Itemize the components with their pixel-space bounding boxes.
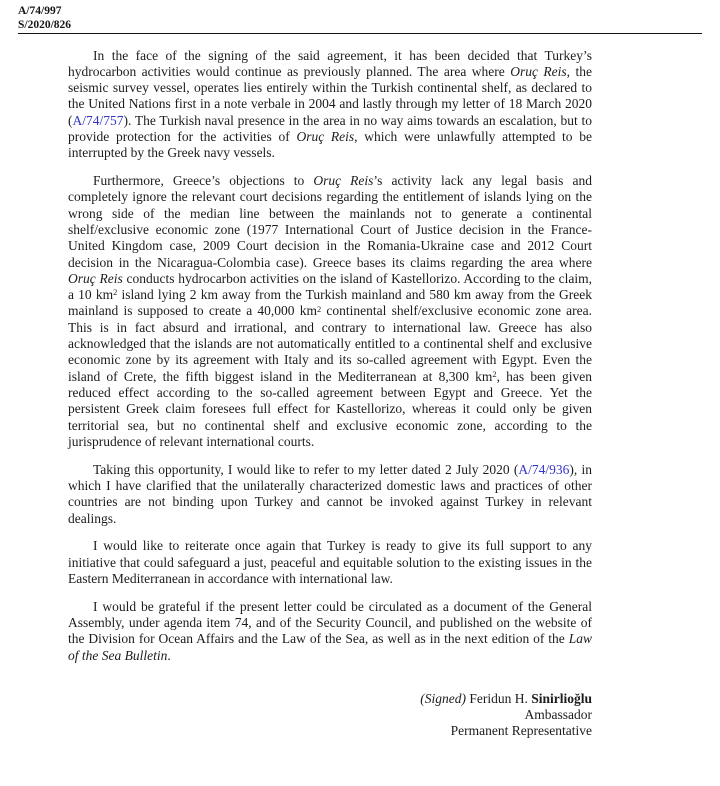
document-symbol-link[interactable]: A/74/936 xyxy=(518,461,570,477)
text-run: I would like to reiterate once again that Turkey is ready to give its full support to any initiative that could safeguard a just, peaceful and equitable solution to the existing issues in the Eastern Mediterranean in accordance with international law. xyxy=(68,538,592,586)
text-run: I would be grateful if the present letter could be circulated as a document of the General Assembly, under agenda item 74, and of the Security Council, and published on the website of the Division for Ocean Affairs and the Law of the Sea, as well as in the next edition of the xyxy=(68,598,592,647)
signature-title-permanent-representative: Permanent Representative xyxy=(450,723,592,739)
text-run: , which were unlawfully attempted to be interrupted by the Greek navy vessels. xyxy=(68,128,592,161)
text-run: In the face of the signing of the said agreement, it has been decided that Turkey’s hydrocarbon activities would continue as previously planned. The area where xyxy=(68,47,592,79)
text-run: island lying 2 km away from the Turkish mainland and 580 km away from the Greek mainland is supposed to create a 40,000 km xyxy=(68,287,592,319)
superscript-text: 2 xyxy=(317,304,322,314)
text-run: ). The Turkish naval presence in the area in no way aims towards an escalation, but to provide protection for the activities of xyxy=(68,112,592,144)
letter-paragraphs xyxy=(68,48,592,664)
signature-block xyxy=(68,691,592,740)
body-paragraph xyxy=(68,599,592,664)
signature-title-ambassador: Ambassador xyxy=(524,707,592,723)
superscript-text: 2 xyxy=(492,369,497,379)
general-assembly-symbol: A/74/997 xyxy=(18,5,62,17)
letter-body xyxy=(68,36,592,740)
text-run: , the seismic survey vessel, operates lies entirely within the Turkish continental shelf, as declared to the United Nations first in a note verbale in 2004 and lastly through my letter of 18 March 2020 ( xyxy=(68,63,592,128)
text-run: continental shelf/exclusive economic zone area. This is in fact absurd and irrational, and contrary to international law. Greece has also acknowledged that the islands are not automatically entitled to a continental shelf and exclusive economic zone by its agreement with Italy and its so-called agreement with Egypt. Even the island of Crete, the fifth biggest island in the Mediterranean at 8,300 km xyxy=(68,303,592,384)
security-council-symbol: S/2020/826 xyxy=(18,18,72,31)
body-paragraph xyxy=(68,48,592,162)
body-paragraph xyxy=(68,462,592,527)
text-run: Furthermore, Greece’s objections to xyxy=(93,173,314,189)
text-run: Taking this opportunity, I would like to refer to my letter dated 2 July 2020 ( xyxy=(93,461,519,477)
text-run: Feridun H. xyxy=(465,690,532,706)
italic-text: (Signed) xyxy=(420,690,466,706)
text-run: conducts hydrocarbon activities on the island of Kastellorizo. According to the claim, a 10 km xyxy=(68,270,592,303)
signature-name-line xyxy=(68,691,592,707)
superscript-text: 2 xyxy=(113,288,118,298)
document-symbols xyxy=(18,5,71,32)
body-paragraph xyxy=(68,538,592,587)
bold-text: Sinirlioğlu xyxy=(531,690,592,706)
italic-text: Oruç Reis xyxy=(510,63,567,79)
italic-text: Oruç Reis xyxy=(68,270,123,286)
document-symbol-link[interactable]: A/74/757 xyxy=(72,112,124,128)
text-run: ), in which I have clarified that the unilaterally characterized domestic laws and practices of other countries are not binding upon Turkey and cannot be invoked against Turkey in relevant dealings. xyxy=(68,461,592,526)
italic-text: Law of the Sea Bulletin xyxy=(68,631,592,663)
header-rule xyxy=(18,33,702,34)
italic-text: Oruç Reis xyxy=(296,128,355,144)
text-run: , has been given reduced effect according to the so-called agreement between Egypt and Greece. Yet the persistent Greek claim foresees full effect for Kastellorizo, whereas it could only be given territorial sea, but no continental shelf and exclusive economic zone, according to the jurisprudence of relevant international courts. xyxy=(68,368,592,449)
text-run: ’s activity lack any legal basis and completely ignore the relevant court decisions regarding the entitlement of islands lying on the wrong side of the median line between the mainlands not to generate a continental shelf/exclusive economic zone (1977 International Court of Justice decision in the France-United Kingdom case, 2009 Court decision in the Romania-Ukraine case and 2012 Court decision in the Nicaragua-Colombia case). Greece bases its claims regarding the area where xyxy=(68,173,592,270)
body-paragraph xyxy=(68,173,592,450)
text-run: . xyxy=(167,647,171,663)
italic-text: Oruç Reis xyxy=(313,173,374,189)
